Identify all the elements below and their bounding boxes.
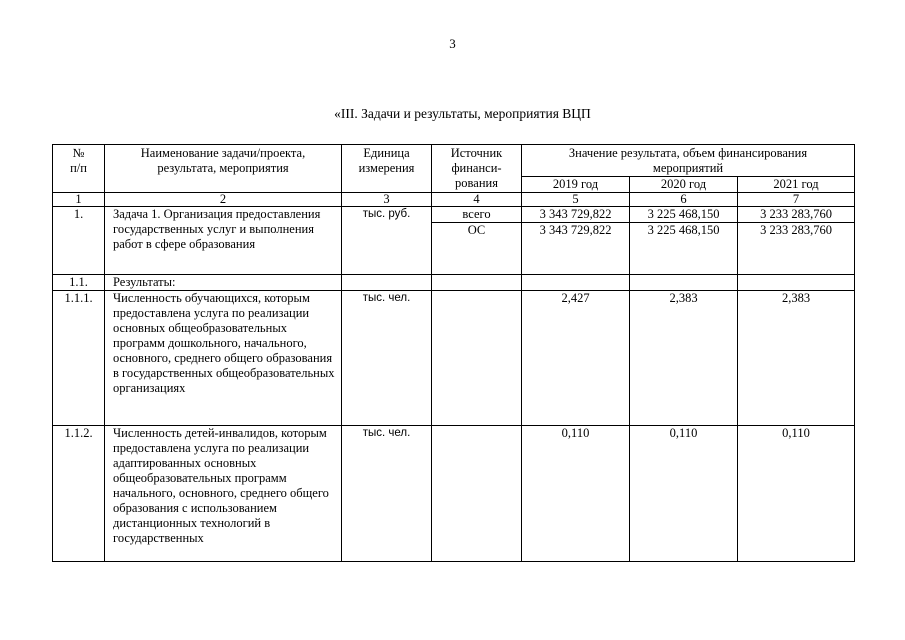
row-source — [432, 426, 522, 562]
header-year-2021: 2021 год — [738, 177, 855, 193]
column-number: 4 — [432, 193, 522, 207]
empty-cell — [432, 275, 522, 291]
header-year-2020: 2020 год — [630, 177, 738, 193]
task-source-os: ОС — [432, 223, 522, 275]
task-source-total: всего — [432, 207, 522, 223]
column-number: 1 — [53, 193, 105, 207]
task-value-total-2021: 3 233 283,760 — [738, 207, 855, 223]
row-unit: тыс. чел. — [342, 426, 432, 562]
row-value-2020: 0,110 — [630, 426, 738, 562]
page-number: 3 — [449, 36, 456, 51]
row-unit: тыс. чел. — [342, 291, 432, 426]
header-year-2019: 2019 год — [522, 177, 630, 193]
row-num: 1.1.2. — [53, 426, 105, 562]
task-value-os-2019: 3 343 729,822 — [522, 223, 630, 275]
empty-cell — [522, 275, 630, 291]
row-value-2019: 0,110 — [522, 426, 630, 562]
results-table — [52, 144, 855, 562]
row-num: 1.1.1. — [53, 291, 105, 426]
row-value-2021: 0,110 — [738, 426, 855, 562]
table-row-task — [53, 207, 855, 223]
header-value-group: Значение результата, объем финансирования мероприятий — [522, 145, 855, 177]
row-name: Численность детей-инвалидов, которым предоставлена услуга по реализации адаптированных основных общеобразовательных программ начального, основного, среднего общего образования с использованием дистанционных технологий в государственных — [105, 426, 342, 562]
column-number: 5 — [522, 193, 630, 207]
task-value-os-2021: 3 233 283,760 — [738, 223, 855, 275]
empty-cell — [738, 275, 855, 291]
row-name: Численность обучающихся, которым предоставлена услуга по реализации основных общеобразовательных программ дошкольного, начального, основного, среднего общего образования в государственных общеобразовательных организациях — [105, 291, 342, 426]
task-value-total-2020: 3 225 468,150 — [630, 207, 738, 223]
results-label: Результаты: — [105, 275, 342, 291]
task-value-total-2019: 3 343 729,822 — [522, 207, 630, 223]
table-row — [53, 426, 855, 562]
header-unit: Единица измерения — [342, 145, 432, 193]
header-source: Источник финанси-рования — [432, 145, 522, 193]
column-number-row — [53, 193, 855, 207]
empty-cell — [630, 275, 738, 291]
column-number: 7 — [738, 193, 855, 207]
results-num: 1.1. — [53, 275, 105, 291]
task-num: 1. — [53, 207, 105, 275]
header-num: № п/п — [53, 145, 105, 193]
header-name: Наименование задачи/проекта, результата, мероприятия — [105, 145, 342, 193]
table-row — [53, 291, 855, 426]
task-unit: тыс. руб. — [342, 207, 432, 275]
column-number: 6 — [630, 193, 738, 207]
row-source — [432, 291, 522, 426]
section-title: «III. Задачи и результаты, мероприятия ВЦП — [334, 106, 591, 121]
row-value-2021: 2,383 — [738, 291, 855, 426]
empty-cell — [342, 275, 432, 291]
table-row-results-header — [53, 275, 855, 291]
column-number: 3 — [342, 193, 432, 207]
column-number: 2 — [105, 193, 342, 207]
row-value-2020: 2,383 — [630, 291, 738, 426]
task-name: Задача 1. Организация предоставления государственных услуг и выполнения работ в сфере образования — [105, 207, 342, 275]
row-value-2019: 2,427 — [522, 291, 630, 426]
task-value-os-2020: 3 225 468,150 — [630, 223, 738, 275]
